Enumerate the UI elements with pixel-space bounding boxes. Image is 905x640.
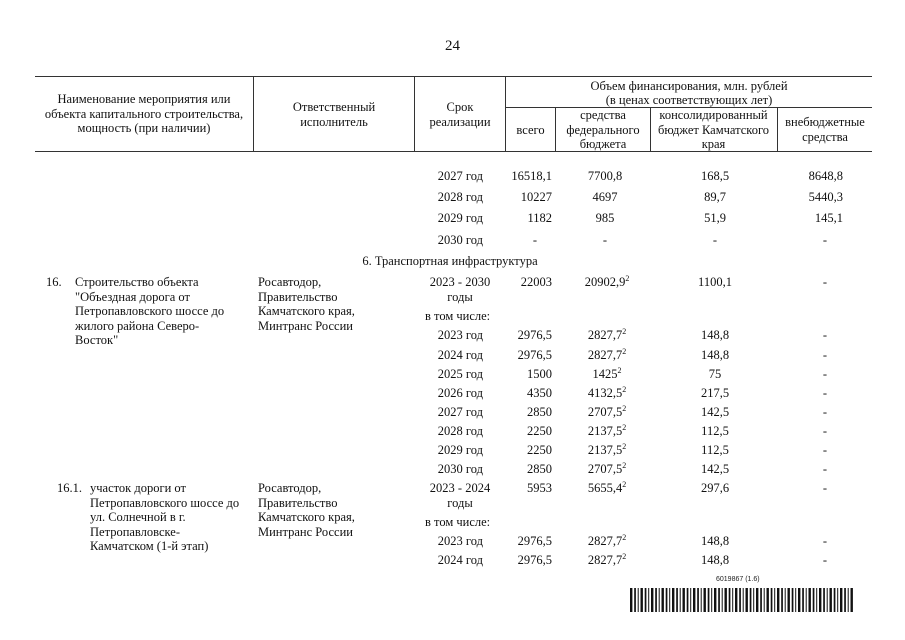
row-federal-value: 2707,5 — [587, 405, 623, 419]
row-federal-value: 4132,5 — [587, 386, 623, 400]
top-row-year: 2030 год — [437, 233, 483, 247]
row-federal — [565, 534, 649, 548]
footnote-marker: 2 — [622, 551, 627, 561]
top-row-consolidated: - — [712, 233, 718, 247]
item-name: участок дороги от Петропавловского шоссе до ул. Солнечной в г. Петропавловске-Камчатском (1-й этап) — [90, 481, 240, 553]
header-col-divider — [505, 76, 506, 151]
item-period: 2023 - 2030 годы — [429, 275, 491, 304]
row-extra: - — [822, 443, 828, 457]
row-federal-value: 2827,7 — [587, 553, 623, 567]
row-total: 2976,5 — [517, 553, 552, 567]
footnote-marker: 2 — [622, 460, 627, 470]
row-federal — [565, 405, 649, 419]
row-consolidated: 142,5 — [700, 462, 730, 476]
footnote-marker: 2 — [617, 365, 622, 375]
row-consolidated: 75 — [708, 367, 722, 381]
row-total: 2976,5 — [517, 328, 552, 342]
row-total: 2250 — [527, 424, 552, 438]
item-consolidated: 1100,1 — [698, 275, 732, 289]
header-col-divider — [650, 107, 651, 151]
row-total: 2976,5 — [517, 348, 552, 362]
top-row-federal: - — [602, 233, 608, 247]
top-row-total: 10227 — [520, 190, 552, 204]
row-year: 2024 год — [437, 348, 483, 362]
top-row-consolidated: 51,9 — [704, 211, 726, 225]
footnote-marker: 2 — [622, 346, 627, 356]
row-extra: - — [822, 553, 828, 567]
footnote-marker: 2 — [622, 326, 627, 336]
row-total: 2850 — [527, 462, 552, 476]
header-extrabudget: внебюджетные средства — [785, 115, 865, 144]
row-federal — [565, 443, 649, 457]
row-federal-value: 2827,7 — [587, 328, 623, 342]
header-responsible: Ответственный исполнитель — [292, 100, 376, 129]
top-row-federal: 7700,8 — [587, 169, 623, 183]
header-top-rule — [35, 76, 872, 77]
barcode-label: 6019867 (1.6) — [716, 576, 760, 583]
footnote-marker: 2 — [622, 479, 627, 489]
item-number: 16.1. — [57, 481, 82, 495]
row-total: 2250 — [527, 443, 552, 457]
row-year: 2028 год — [437, 424, 483, 438]
row-extra: - — [822, 386, 828, 400]
row-total: 1500 — [527, 367, 552, 381]
row-year: 2027 год — [437, 405, 483, 419]
top-row-consolidated: 168,5 — [700, 169, 730, 183]
section-title: 6. Транспортная инфраструктура — [362, 254, 538, 268]
row-year: 2024 год — [437, 553, 483, 567]
row-federal-value: 2707,5 — [587, 462, 623, 476]
top-row-extra: 8648,8 — [808, 169, 843, 183]
row-year: 2023 год — [437, 328, 483, 342]
header-name: Наименование мероприятия или объекта капитального строительства, мощность (при наличии) — [44, 92, 244, 135]
top-row-extra: - — [822, 233, 828, 247]
footnote-marker: 2 — [625, 273, 630, 283]
row-consolidated: 112,5 — [701, 443, 729, 457]
row-federal — [565, 328, 649, 342]
row-federal — [565, 424, 649, 438]
row-consolidated: 112,5 — [701, 424, 729, 438]
row-extra: - — [822, 405, 828, 419]
top-row-year: 2029 год — [437, 211, 483, 225]
row-federal — [565, 367, 649, 381]
item-extra: - — [822, 481, 828, 495]
top-row-total: 16518,1 — [511, 169, 552, 183]
top-row-extra: 145,1 — [814, 211, 843, 225]
header-total: всего — [516, 123, 545, 137]
header-funding-line2: (в ценах соответствующих лет) — [605, 93, 773, 107]
row-total: 4350 — [527, 386, 552, 400]
top-row-year: 2028 год — [437, 190, 483, 204]
header-term: Срок реализации — [429, 100, 491, 129]
footnote-marker: 2 — [622, 422, 627, 432]
footnote-marker: 2 — [622, 532, 627, 542]
row-federal — [565, 348, 649, 362]
header-federal: средства федерального бюджета — [566, 108, 640, 151]
header-funding-line1: Объем финансирования, млн. рублей — [590, 79, 788, 93]
row-extra: - — [822, 534, 828, 548]
row-total: 2850 — [527, 405, 552, 419]
item-consolidated: 297,6 — [700, 481, 730, 495]
row-federal-value: 2137,5 — [587, 443, 623, 457]
row-year: 2029 год — [437, 443, 483, 457]
header-col-divider — [414, 76, 415, 151]
row-federal-value: 2827,7 — [587, 348, 623, 362]
top-row-total: - — [532, 233, 537, 247]
header-col-divider — [777, 107, 778, 151]
item-total: 22003 — [520, 275, 552, 289]
top-row-consolidated: 89,7 — [704, 190, 726, 204]
header-col-divider — [253, 76, 254, 151]
item-period: 2023 - 2024 годы — [429, 481, 491, 510]
item-federal — [565, 481, 649, 495]
row-extra: - — [822, 348, 828, 362]
row-extra: - — [822, 328, 828, 342]
footnote-marker: 2 — [622, 441, 627, 451]
row-consolidated: 142,5 — [700, 405, 730, 419]
row-year: 2025 год — [437, 367, 483, 381]
header-consolidated: консолидированный бюджет Камчатского края — [657, 108, 770, 151]
row-federal-value: 1425 — [592, 367, 618, 381]
row-consolidated: 217,5 — [700, 386, 730, 400]
item-total: 5953 — [527, 481, 552, 495]
top-row-year: 2027 год — [437, 169, 483, 183]
row-federal — [565, 386, 649, 400]
row-total: 2976,5 — [517, 534, 552, 548]
item-name: Строительство объекта "Объездная дорога от Петропавловского шоссе до жилого района Северо-Восток" — [75, 275, 225, 347]
including-label: в том числе: — [425, 309, 491, 323]
including-label: в том числе: — [425, 515, 491, 529]
top-row-federal: 4697 — [592, 190, 618, 204]
item-federal-value: 5655,4 — [587, 481, 623, 495]
row-consolidated: 148,8 — [700, 534, 730, 548]
row-extra: - — [822, 424, 828, 438]
item-number: 16. — [46, 275, 62, 289]
row-consolidated: 148,8 — [700, 348, 730, 362]
footnote-marker: 2 — [622, 384, 627, 394]
row-federal-value: 2827,7 — [587, 534, 623, 548]
row-extra: - — [822, 367, 828, 381]
row-federal — [565, 462, 649, 476]
row-year: 2030 год — [437, 462, 483, 476]
barcode — [630, 588, 856, 612]
row-year: 2026 год — [437, 386, 483, 400]
item-responsible: Росавтодор, Правительство Камчатского края, Минтранс России — [258, 275, 355, 333]
top-row-federal: 985 — [595, 211, 615, 225]
page-number: 24 — [445, 38, 460, 54]
row-federal — [565, 553, 649, 567]
item-extra: - — [822, 275, 828, 289]
footnote-marker: 2 — [622, 403, 627, 413]
item-federal — [565, 275, 649, 289]
item-federal-value: 20902,9 — [584, 275, 626, 289]
row-consolidated: 148,8 — [700, 328, 730, 342]
row-extra: - — [822, 462, 828, 476]
row-consolidated: 148,8 — [700, 553, 730, 567]
top-row-extra: 5440,3 — [808, 190, 843, 204]
row-federal-value: 2137,5 — [587, 424, 623, 438]
item-responsible: Росавтодор, Правительство Камчатского края, Минтранс России — [258, 481, 355, 539]
row-year: 2023 год — [437, 534, 483, 548]
header-col-divider — [555, 107, 556, 151]
top-row-total: 1182 — [527, 211, 552, 225]
